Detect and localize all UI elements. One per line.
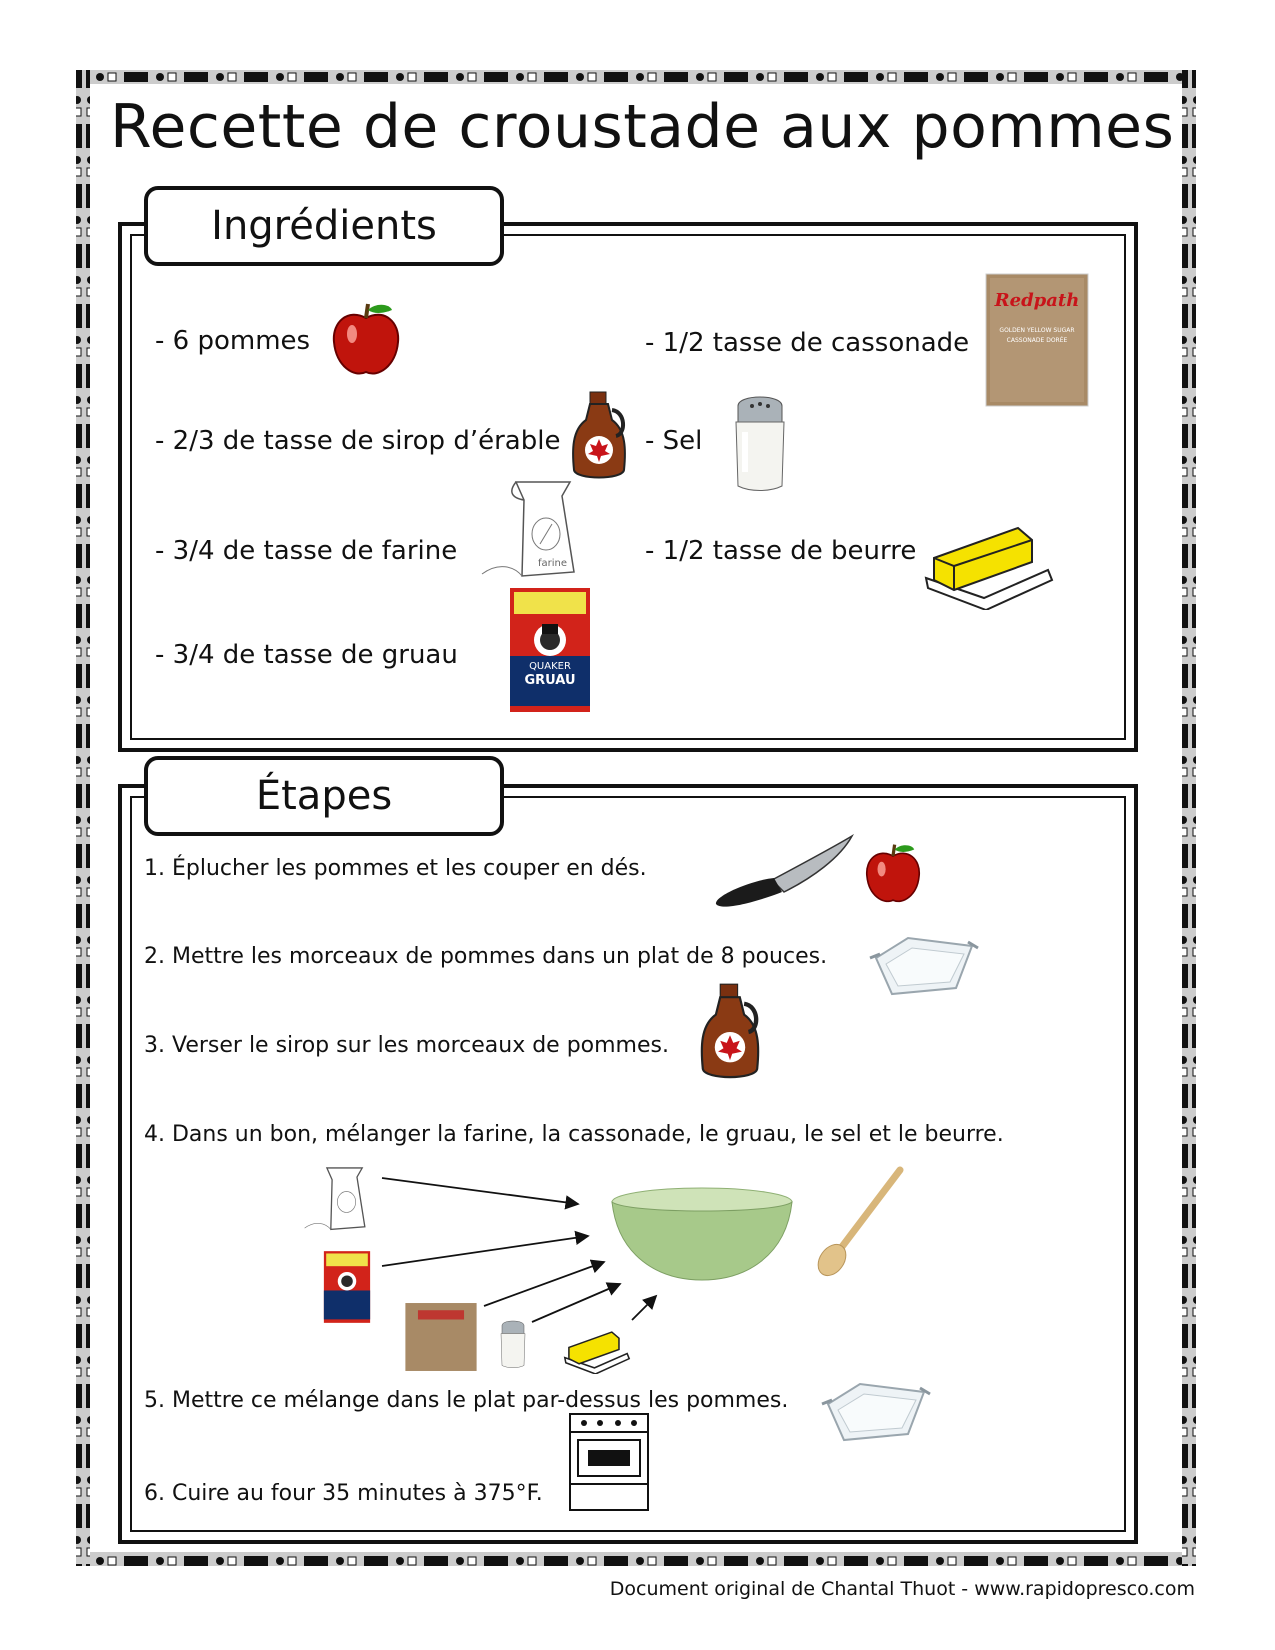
step-2: 2. Mettre les morceaux de pommes dans un plat de 8 pouces. [144, 944, 828, 969]
flour-label: farine [538, 558, 568, 569]
page-title: Recette de croustade aux pommes [110, 92, 1175, 162]
oats-brand: QUAKER [529, 661, 571, 672]
footer-credit: Document original de Chantal Thuot - www.rapidopresco.com [609, 1578, 1195, 1600]
step-4: 4. Dans un bon, mélanger la farine, la cassonade, le gruau, le sel et le beurre. [144, 1122, 1004, 1147]
ingredient-flour: - 3/4 de tasse de farine [155, 536, 458, 566]
ingredient-apples: - 6 pommes [155, 326, 311, 356]
step-6: 6. Cuire au four 35 minutes à 375°F. [144, 1481, 543, 1506]
step-1: 1. Éplucher les pommes et les couper en dés. [144, 856, 647, 881]
oven-icon [568, 1412, 650, 1512]
sugar-sub2: CASSONADE DORÉE [1006, 337, 1068, 344]
sugar-sub: GOLDEN YELLOW SUGAR [999, 327, 1075, 334]
step-3: 3. Verser le sirop sur les morceaux de pommes. [144, 1033, 669, 1058]
ingredient-salt: - Sel [645, 426, 703, 456]
ingredient-oats: - 3/4 de tasse de gruau [155, 640, 458, 670]
ingredient-butter: - 1/2 tasse de beurre [645, 536, 917, 566]
ingredient-syrup: - 2/3 de tasse de sirop d’érable [155, 426, 561, 456]
steps-heading: Étapes [144, 756, 504, 836]
glass-dish-icon [820, 1374, 932, 1450]
ingredient-brown-sugar: - 1/2 tasse de cassonade [645, 328, 970, 358]
sugar-brand: Redpath [994, 290, 1080, 311]
oats-name: GRUAU [524, 673, 576, 688]
step-5: 5. Mettre ce mélange dans le plat par-dessus les pommes. [144, 1388, 789, 1413]
ingredients-heading: Ingrédients [144, 186, 504, 266]
